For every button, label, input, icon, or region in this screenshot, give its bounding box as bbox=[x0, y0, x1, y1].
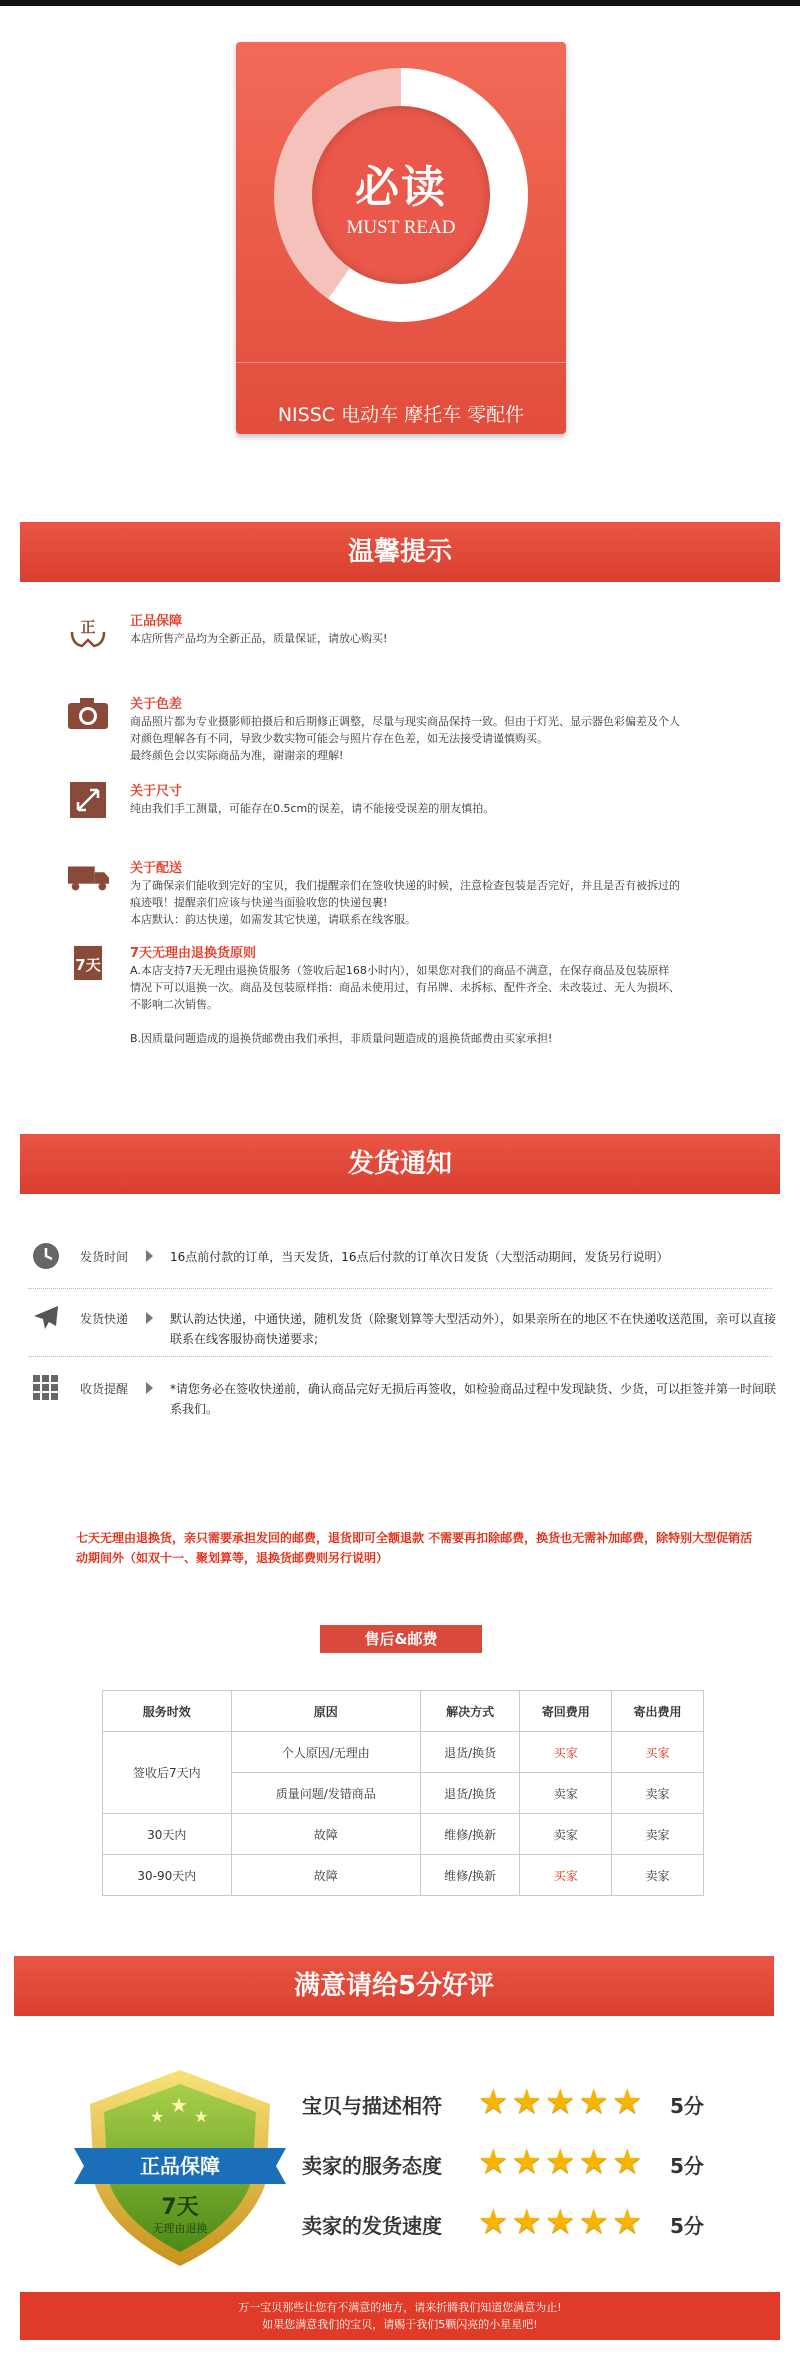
badge-line1: 正品保障 bbox=[140, 2154, 220, 2178]
arrow-right-icon bbox=[146, 1250, 153, 1262]
tip-title: 关于配送 bbox=[130, 861, 183, 876]
tip-line: 本店默认：韵达快递，如需发其它快递，请联系在线客服。 bbox=[130, 913, 416, 926]
top-border bbox=[0, 0, 800, 6]
table-cell-period: 签收后7天内 bbox=[103, 1732, 232, 1814]
svg-text:7天: 7天 bbox=[75, 956, 101, 974]
rating-label: 宝贝与描述相符 bbox=[302, 2094, 442, 2118]
table-row bbox=[103, 1814, 704, 1855]
tip-line: 痕迹哦！提醒亲们应该与快递当面验收您的快递包裹! bbox=[130, 896, 388, 909]
tip-body bbox=[130, 630, 800, 647]
table-header: 解决方式 bbox=[420, 1691, 519, 1732]
tip-body bbox=[130, 877, 800, 928]
table-header-row bbox=[103, 1691, 704, 1732]
tip-line: 为了确保亲们能收到完好的宝贝，我们提醒亲们在签收快递的时候，注意检查包装是否完好，并且是否有被拆过的 bbox=[130, 879, 680, 892]
tip-title: 正品保障 bbox=[130, 614, 183, 629]
after-sales-table bbox=[102, 1690, 704, 1896]
hero-divider bbox=[236, 362, 566, 363]
star-icon: ★ bbox=[544, 2202, 576, 2242]
dotted-divider bbox=[28, 1288, 772, 1289]
table-cell-solution: 维修/换新 bbox=[420, 1814, 519, 1855]
shipping-banner: 发货通知 bbox=[20, 1134, 780, 1194]
shipping-text: 16点前付款的订单，当天发货，16点后付款的订单次日发货（大型活动期间，发货另行说明） bbox=[170, 1250, 669, 1264]
tip-title: 关于尺寸 bbox=[130, 784, 183, 799]
table-cell-reason: 故障 bbox=[231, 1855, 420, 1896]
table-row bbox=[103, 1732, 704, 1773]
star-icon: ★ bbox=[511, 2202, 542, 2242]
tip-line: 不影响二次销售。 bbox=[130, 998, 218, 1011]
star-icon: ★ bbox=[544, 2142, 576, 2182]
table-cell-period: 30-90天内 bbox=[103, 1855, 232, 1896]
must-read-subtitle: MUST READ bbox=[346, 217, 456, 238]
star-icon: ★ bbox=[478, 2202, 509, 2242]
rating-label: 卖家的发货速度 bbox=[302, 2214, 442, 2238]
arrow-right-icon bbox=[146, 1382, 153, 1394]
footer-line1: 万一宝贝那些让您有不满意的地方，请来折腾我们知道您满意为止! bbox=[238, 2301, 562, 2314]
rating-label: 卖家的服务态度 bbox=[302, 2154, 442, 2178]
clock-icon bbox=[30, 1240, 62, 1272]
tip-line: 情况下可以退换一次。商品及包装原样指：商品未使用过，有吊牌、未拆标、配件齐全、未改装过、无人为损坏、 bbox=[130, 981, 680, 994]
ruler-icon bbox=[66, 780, 110, 820]
footer-note bbox=[20, 2292, 780, 2340]
tip-line: 最终颜色会以实际商品为准，谢谢亲的理解! bbox=[130, 749, 344, 762]
badge-line2: 7天 bbox=[161, 2195, 199, 2220]
star-rating bbox=[478, 2202, 642, 2242]
star-icon: ★ bbox=[611, 2082, 643, 2122]
rating-row bbox=[302, 2082, 722, 2122]
tip-line: 本店所售产品均为全新正品，质量保证，请放心购买! bbox=[130, 632, 388, 645]
table-cell-send-fee: 卖家 bbox=[612, 1855, 704, 1896]
star-icon: ★ bbox=[511, 2142, 542, 2182]
rating-score: 5分 bbox=[670, 2214, 704, 2238]
tip-line bbox=[130, 1013, 800, 1030]
footer-line2: 如果您满意我们的宝贝，请赐于我们5颗闪亮的小星星吧! bbox=[262, 2318, 538, 2331]
return-policy-notice: 七天无理由退换货，亲只需要承担发回的邮费，退货即可全额退款 不需要再扣除邮费，换货也无需补加邮费，除特别大型促销活动期间外（如双十一、聚划算等，退换货邮费则另行说明） bbox=[76, 1531, 753, 1565]
table-row bbox=[103, 1855, 704, 1896]
table-cell-send-fee: 买家 bbox=[612, 1732, 704, 1773]
shipping-text: *请您务必在签收快递前，确认商品完好无损后再签收，如检验商品过程中发现缺货、少货，可以拒签并第一时间联系我们。 bbox=[170, 1382, 777, 1416]
after-sales-tag: 售后&邮费 bbox=[320, 1625, 482, 1653]
arrow-right-icon bbox=[146, 1312, 153, 1324]
table-cell-return-fee: 卖家 bbox=[520, 1773, 612, 1814]
table-cell-return-fee: 买家 bbox=[520, 1732, 612, 1773]
tip-line: 对颜色理解各有不同，导致少数实物可能会与照片存在色差，如无法接受请谨慎购买。 bbox=[130, 732, 548, 745]
star-icon: ★ bbox=[511, 2082, 542, 2122]
star-icon: ★ bbox=[544, 2082, 576, 2122]
badge-star-icon: ★ bbox=[170, 2093, 188, 2117]
ring-center bbox=[306, 100, 496, 290]
star-icon: ★ bbox=[578, 2202, 609, 2242]
badge-star-icon: ★ bbox=[194, 2107, 209, 2126]
table-cell-solution: 退货/换货 bbox=[420, 1732, 519, 1773]
table-cell-reason: 质量问题/发错商品 bbox=[231, 1773, 420, 1814]
ring-graphic bbox=[274, 68, 528, 322]
must-read-card bbox=[236, 42, 566, 434]
star-rating bbox=[478, 2082, 642, 2122]
tip-body bbox=[130, 800, 800, 817]
must-read-title: 必读 bbox=[355, 162, 447, 213]
tip-title: 关于色差 bbox=[130, 697, 183, 712]
tip-line: A.本店支持7天无理由退换货服务（签收后起168小时内），如果您对我们的商品不满意，在保存商品及包装原样 bbox=[130, 964, 670, 977]
svg-text:正: 正 bbox=[80, 618, 96, 636]
table-cell-reason: 故障 bbox=[231, 1814, 420, 1855]
star-icon: ★ bbox=[578, 2082, 609, 2122]
airplane-icon bbox=[30, 1302, 62, 1334]
table-header: 原因 bbox=[231, 1691, 420, 1732]
badge-star-icon: ★ bbox=[150, 2107, 165, 2126]
table-cell-reason: 个人原因/无理由 bbox=[231, 1732, 420, 1773]
shipping-text: 默认韵达快递，中通快递，随机发货（除聚划算等大型活动外），如果亲所在的地区不在快递收送范围，亲可以直接联系在线客服协商快递要求; bbox=[170, 1312, 777, 1346]
star-icon: ★ bbox=[578, 2142, 609, 2182]
tip-line: B.因质量问题造成的退换货邮费由我们承担，非质量问题造成的退换货邮费由买家承担! bbox=[130, 1032, 553, 1045]
table-cell-send-fee: 卖家 bbox=[612, 1814, 704, 1855]
star-icon: ★ bbox=[611, 2202, 643, 2242]
tip-body bbox=[130, 962, 800, 1047]
table-cell-send-fee: 卖家 bbox=[612, 1773, 704, 1814]
shipping-label: 发货快递 bbox=[80, 1312, 129, 1326]
brand-name: NISSC 电动车 摩托车 零配件 bbox=[277, 404, 525, 426]
truck-icon bbox=[66, 857, 110, 897]
rating-banner: 满意请给5分好评 bbox=[14, 1956, 774, 2016]
table-header: 服务时效 bbox=[103, 1691, 232, 1732]
rating-score: 5分 bbox=[670, 2154, 704, 2178]
tip-title: 7天无理由退换货原则 bbox=[130, 946, 257, 961]
badge-line3: 无理由退换 bbox=[152, 2222, 208, 2235]
seven-days-icon bbox=[66, 942, 110, 982]
star-rating bbox=[478, 2142, 642, 2182]
star-icon: ★ bbox=[478, 2082, 509, 2122]
table-cell-return-fee: 买家 bbox=[520, 1855, 612, 1896]
dotted-divider bbox=[28, 1356, 772, 1357]
shipping-label: 发货时间 bbox=[80, 1250, 129, 1264]
table-cell-period: 30天内 bbox=[103, 1814, 232, 1855]
tips-banner: 温馨提示 bbox=[20, 522, 780, 582]
rating-score: 5分 bbox=[670, 2094, 704, 2118]
shipping-label: 收货提醒 bbox=[80, 1382, 129, 1396]
rating-row bbox=[302, 2142, 722, 2182]
tip-line: 纯由我们手工测量，可能存在0.5cm的误差，请不能接受误差的朋友慎拍。 bbox=[130, 802, 495, 815]
camera-icon bbox=[66, 693, 110, 733]
tip-body bbox=[130, 713, 800, 764]
star-icon: ★ bbox=[611, 2142, 643, 2182]
table-cell-solution: 维修/换新 bbox=[420, 1855, 519, 1896]
rating-row bbox=[302, 2202, 722, 2242]
star-icon: ★ bbox=[478, 2142, 509, 2182]
table-header: 寄出费用 bbox=[612, 1691, 704, 1732]
genuine-guarantee-badge bbox=[70, 2062, 290, 2272]
grid-icon bbox=[30, 1372, 62, 1404]
table-cell-solution: 退货/换货 bbox=[420, 1773, 519, 1814]
table-cell-return-fee: 卖家 bbox=[520, 1814, 612, 1855]
tip-line: 商品照片都为专业摄影师拍摄后和后期修正调整，尽量与现实商品保持一致。但由于灯光、显示器色彩偏差及个人 bbox=[130, 715, 680, 728]
genuine-hands-icon bbox=[66, 610, 110, 650]
table-header: 寄回费用 bbox=[520, 1691, 612, 1732]
